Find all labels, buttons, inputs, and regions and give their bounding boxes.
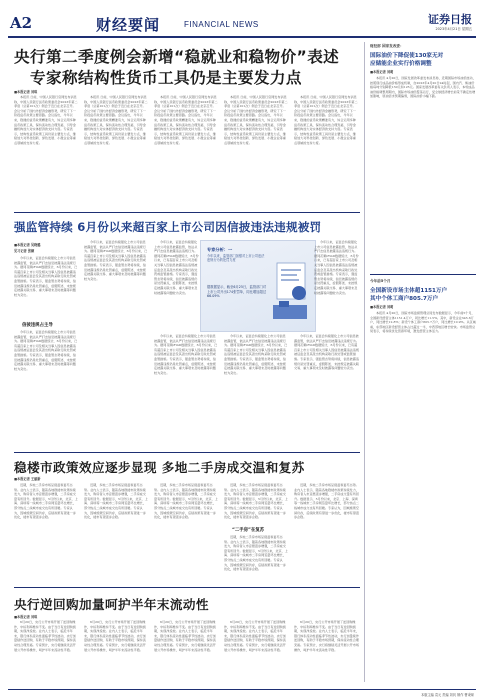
top-story-col-4: 本报讯 日前，中国人民银行官网发布消息称，中国人民银行货币政策委员会2023年第二季度（总第101次）例会于近日在北京召开。会议分析了国内外经济金融形势，研究了下一阶段货币政策主要思路。会议指出，今年以来，稳健的货币政策精准有力，综合运用多种货币政策工具，保持流动性合理充裕，引导金融机构加大对实体经济的支持力度。专家表示，结构性货币政策工具仍是主要发力点，继续加大对科技创新、绿色发展、小微企业等重点领域的支持力度。 bbox=[224, 95, 288, 145]
mid-story-col-1a: 今年以来，证监会持续强化上市公司信息披露监管，依法从严打击信息披露违法违规行为。据同花顺iFinD数据统计，6月份以来，已有超百家上市公司及相关当事人因信息披露违法违规被证监会及其派出机构采取行政处罚或监管措施。专家表示，强监管态势将持续，信息披露违规仍是处罚重点，虚假陈述、未按规定披露关联交易、重大事项未及时披露等问题较为突出。 bbox=[14, 256, 78, 297]
right-rail-divider bbox=[364, 42, 365, 682]
issue-date: 2023年4月21日 星期五 bbox=[435, 27, 472, 31]
mid-story-col-4: 今年以来，证监会持续强化上市公司信息披露监管，依法从严打击信息披露违法违规行为。据同花顺iFinD数据统计，6月份以来，已有超百家上市公司及相关当事人因信息披露违法违规被证监会及其派出机构采取行政处罚或监管措施。专家表示，强监管态势将持续，信息披露违规仍是处罚重点，虚假陈述、未按规定披露关联交易、重大事项未及时披露等问题较为突出。 bbox=[314, 240, 359, 295]
mid-story-col-1b: 今年以来，证监会持续强化上市公司信息披露监管，依法从严打击信息披露违法违规行为。据同花顺iFinD数据统计，6月份以来，已有超百家上市公司及相关当事人因信息披露违法违规被证监会及其派出机构采取行政处罚或监管措施。专家表示，强监管态势将持续，信息披露违规仍是处罚重点，虚假陈述、未按规定披露关联交易、重大事项未及时披露等问题较为突出。 bbox=[14, 330, 78, 371]
mid-story-col-5: 今年以来，证监会持续强化上市公司信息披露监管，依法从严打击信息披露违法违规行为。据同花顺iFinD数据统计，6月份以来，已有超百家上市公司及相关当事人因信息披露违法违规被证监会及其派出机构采取行政处罚或监管措施。专家表示，强监管态势将持续，信息披露违规仍是处罚重点，虚假陈述、未按规定披露关联交易、重大事项未及时披露等问题较为突出。 bbox=[224, 334, 288, 375]
document-icon bbox=[269, 253, 311, 325]
story4-col-4: 6月20日，央行公开市场开展了逆回购操作，中标利率维持不变。由于当日有逆回购到期，实现净投放。业内人士表示，临近半年末，银行体系流动性面临季节性波动，央行加量续作逆回购，有助于平稳市场预期，保持流动性合理充裕。专家预计，央行将继续灵活开展公开市场操作，呵护半年末流动性平稳。 bbox=[224, 620, 286, 652]
footer-credits: 本版主编 袁元 责编 刘钊 制作 曹秉琛 bbox=[421, 693, 474, 697]
story4-col-3: 6月20日，央行公开市场开展了逆回购操作，中标利率维持不变。由于当日有逆回购到期，实现净投放。业内人士表示，临近半年末，银行体系流动性面临季节性波动，央行加量续作逆回购，有助于平稳市场预期，保持流动性合理充裕。专家预计，央行将继续灵活开展公开市场操作，呵护半年末流动性平稳。 bbox=[154, 620, 216, 652]
story3-subhead: “二手房”在复苏 bbox=[232, 528, 265, 533]
story4-title: 央行逆回购加量呵护半年末流动性 bbox=[14, 597, 209, 612]
header-rule bbox=[8, 36, 476, 38]
mid-story-infographic bbox=[200, 240, 316, 332]
story3-col-4a: 近期，多地二手房市场呈现温和复苏态势。业内人士表示，随着各地稳楼市政策持续发力，购房者入市意愿逐步增强，二手房成交量有所回升。数据显示，5月份以来，北京、上海、深圳等一线城市二手房网签量环比增长，部分热点二线城市成交也有所回暖。专家认为，因城施策空间仍存，后续政策有望进一步优化，楼市有望逐步企稳。 bbox=[224, 483, 288, 520]
page-code: A2 bbox=[10, 14, 33, 32]
mid-story-col-6: 今年以来，证监会持续强化上市公司信息披露监管，依法从严打击信息披露违法违规行为。据同花顺iFinD数据统计，6月份以来，已有超百家上市公司及相关当事人因信息披露违法违规被证监会及其派出机构采取行政处罚或监管措施。专家表示，强监管态势将持续，信息披露违规仍是处罚重点，虚假陈述、未按规定披露关联交易、重大事项未及时披露等问题较为突出。 bbox=[294, 334, 359, 371]
right-rail-body-2: 本报讯 4月20日，国家市场监督管理总局发布数据显示，今年前5个月，全国新设经营主体1151.4万户，同比增长11.5%。其中，新设企业345.6万户，同比增长12.8%；新设个体工商户805.7万户，同比增长10.9%。从区域看，东部地区新设经营主体占比超过一半，中西部地区增长较快。市场监管总局表示，将持续优化营商环境，激发经营主体活力。 bbox=[370, 311, 476, 334]
newspaper-logo: 证券日报 bbox=[428, 13, 472, 26]
right-box-title-1: 全国新设市场主体超1151万户 bbox=[370, 288, 448, 294]
infographic-callout: 据数据显示，截至6月25日，监管部门对上市公司开出174张罚单，同比增加超过66.09% bbox=[207, 285, 267, 299]
right-rail-byline: ■本报记者 刘萌 bbox=[370, 70, 394, 74]
mid-story-divider bbox=[14, 452, 360, 453]
mid-story-subhead: 信披违规占主导 bbox=[22, 323, 53, 328]
infographic-subheading: 今年以来，监管部门加强对上市公司违法违规行为的处罚力度 bbox=[207, 254, 265, 263]
story3-byline: ■本报记者 王丽新 bbox=[14, 477, 41, 481]
story3-col-2: 近期，多地二手房市场呈现温和复苏态势。业内人士表示，随着各地稳楼市政策持续发力，购房者入市意愿逐步增强，二手房成交量有所回升。数据显示，5月份以来，北京、上海、深圳等一线城市二手房网签量环比增长，部分热点二线城市成交也有所回暖。专家认为，因城施策空间仍存，后续政策有望进一步优化，楼市有望逐步企稳。 bbox=[84, 483, 148, 520]
right-rail-kicker: 财经部 国家发改委： bbox=[370, 44, 404, 48]
story3-title: 稳楼市政策效应逐步显现 多地二手房成交温和复苏 bbox=[14, 460, 305, 475]
section-title-en: FINANCIAL NEWS bbox=[184, 20, 259, 29]
section-title: 财经要闻 bbox=[96, 16, 161, 34]
mid-story-col-3: 今年以来，证监会持续强化上市公司信息披露监管，依法从严打击信息披露违法违规行为。据同花顺iFinD数据统计，6月份以来，已有超百家上市公司及相关当事人因信息披露违法违规被证监会及其派出机构采取行政处罚或监管措施。专家表示，强监管态势将持续，信息披露违规仍是处罚重点，虚假陈述、未按规定披露关联交易、重大事项未及时披露等问题较为突出。 bbox=[154, 240, 199, 295]
story3-divider bbox=[14, 587, 360, 588]
right-rail-headline-2: 应储能企业实行价格调整 bbox=[370, 61, 432, 67]
top-story-divider bbox=[14, 212, 360, 213]
story3-col-5: 近期，多地二手房市场呈现温和复苏态势。业内人士表示，随着各地稳楼市政策持续发力，购房者入市意愿逐步增强，二手房成交量有所回升。数据显示，5月份以来，北京、上海、深圳等一线城市二手房网签量环比增长，部分热点二线城市成交也有所回暖。专家认为，因城施策空间仍存，后续政策有望进一步优化，楼市有望逐步企稳。 bbox=[294, 483, 359, 520]
top-story-col-5: 本报讯 日前，中国人民银行官网发布消息称，中国人民银行货币政策委员会2023年第二季度（总第101次）例会于近日在北京召开。会议分析了国内外经济金融形势，研究了下一阶段货币政策主要思路。会议指出，今年以来，稳健的货币政策精准有力，综合运用多种货币政策工具，保持流动性合理充裕，引导金融机构加大对实体经济的支持力度。专家表示，结构性货币政策工具仍是主要发力点，继续加大对科技创新、绿色发展、小微企业等重点领域的支持力度。 bbox=[294, 95, 358, 145]
footer-rule bbox=[8, 689, 476, 690]
mid-story-byline-2: 见习记者 张颖 bbox=[14, 249, 35, 253]
right-rail-headline-1: 国际油价下降促使130家无对 bbox=[370, 53, 444, 59]
page-header bbox=[8, 5, 476, 39]
mid-story-col-2: 今年以来，证监会持续强化上市公司信息披露监管，依法从严打击信息披露违法违规行为。据同花顺iFinD数据统计，6月份以来，已有超百家上市公司及相关当事人因信息披露违法违规被证监会及其派出机构采取行政处罚或监管措施。专家表示，强监管态势将持续，信息披露违规仍是处罚重点，虚假陈述、未按规定披露关联交易、重大事项未及时披露等问题较为突出。 bbox=[84, 240, 148, 281]
story3-col-3: 近期，多地二手房市场呈现温和复苏态势。业内人士表示，随着各地稳楼市政策持续发力，购房者入市意愿逐步增强，二手房成交量有所回升。数据显示，5月份以来，北京、上海、深圳等一线城市二手房网签量环比增长，部分热点二线城市成交也有所回暖。专家认为，因城施策空间仍存，后续政策有望进一步优化，楼市有望逐步企稳。 bbox=[154, 483, 218, 520]
right-box-title-2: 其中个体工商户805.7万户 bbox=[370, 296, 439, 302]
top-story-title-1: 央行第二季度例会新增“稳就业和稳物价”表述 bbox=[14, 48, 340, 66]
right-box-byline: ■本报记者 刘萌 bbox=[370, 305, 394, 309]
story4-col-5: 6月20日，央行公开市场开展了逆回购操作，中标利率维持不变。由于当日有逆回购到期，实现净投放。业内人士表示，临近半年末，银行体系流动性面临季节性波动，央行加量续作逆回购，有助于平稳市场预期，保持流动性合理充裕。专家预计，央行将继续灵活开展公开市场操作，呵护半年末流动性平稳。 bbox=[294, 620, 359, 652]
story4-col-1: 6月20日，央行公开市场开展了逆回购操作，中标利率维持不变。由于当日有逆回购到期，实现净投放。业内人士表示，临近半年末，银行体系流动性面临季节性波动，央行加量续作逆回购，有助于平稳市场预期，保持流动性合理充裕。专家预计，央行将继续灵活开展公开市场操作，呵护半年末流动性平稳。 bbox=[14, 620, 76, 652]
story4-col-2: 6月20日，央行公开市场开展了逆回购操作，中标利率维持不变。由于当日有逆回购到期，实现净投放。业内人士表示，临近半年末，银行体系流动性面临季节性波动，央行加量续作逆回购，有助于平稳市场预期，保持流动性合理充裕。专家预计，央行将继续灵活开展公开市场操作，呵护半年末流动性平稳。 bbox=[84, 620, 146, 652]
top-story-col-2: 本报讯 日前，中国人民银行官网发布消息称，中国人民银行货币政策委员会2023年第二季度（总第101次）例会于近日在北京召开。会议分析了国内外经济金融形势，研究了下一阶段货币政策主要思路。会议指出，今年以来，稳健的货币政策精准有力，综合运用多种货币政策工具，保持流动性合理充裕，引导金融机构加大对实体经济的支持力度。专家表示，结构性货币政策工具仍是主要发力点，继续加大对科技创新、绿色发展、小微企业等重点领域的支持力度。 bbox=[84, 95, 148, 145]
story3-col-4b: 近期，多地二手房市场呈现温和复苏态势。业内人士表示，随着各地稳楼市政策持续发力，购房者入市意愿逐步增强，二手房成交量有所回升。数据显示，5月份以来，北京、上海、深圳等一线城市二手房网签量环比增长，部分热点二线城市成交也有所回暖。专家认为，因城施策空间仍存，后续政策有望进一步优化，楼市有望逐步企稳。 bbox=[224, 535, 288, 572]
top-story-col-3: 本报讯 日前，中国人民银行官网发布消息称，中国人民银行货币政策委员会2023年第二季度（总第101次）例会于近日在北京召开。会议分析了国内外经济金融形势，研究了下一阶段货币政策主要思路。会议指出，今年以来，稳健的货币政策精准有力，综合运用多种货币政策工具，保持流动性合理充裕，引导金融机构加大对实体经济的支持力度。专家表示，结构性货币政策工具仍是主要发力点，继续加大对科技创新、绿色发展、小微企业等重点领域的支持力度。 bbox=[154, 95, 218, 145]
top-story-title-2: 专家称结构性货币工具仍是主要发力点 bbox=[30, 69, 302, 87]
top-story-byline: ■本报记者 刘琪 bbox=[14, 90, 38, 94]
right-box-kicker: 今年前5个月 bbox=[370, 279, 391, 283]
mid-story-col-3b: 今年以来，证监会持续强化上市公司信息披露监管，依法从严打击信息披露违法违规行为。据同花顺iFinD数据统计，6月份以来，已有超百家上市公司及相关当事人因信息披露违法违规被证监会及其派出机构采取行政处罚或监管措施。专家表示，强监管态势将持续，信息披露违规仍是处罚重点，虚假陈述、未按规定披露关联交易、重大事项未及时披露等问题较为突出。 bbox=[154, 334, 218, 375]
story3-col-1: 近期，多地二手房市场呈现温和复苏态势。业内人士表示，随着各地稳楼市政策持续发力，购房者入市意愿逐步增强，二手房成交量有所回升。数据显示，5月份以来，北京、上海、深圳等一线城市二手房网签量环比增长，部分热点二线城市成交也有所回暖。专家认为，因城施策空间仍存，后续政策有望进一步优化，楼市有望逐步企稳。 bbox=[14, 483, 78, 520]
infographic-heading: 专家分析：一 bbox=[207, 247, 233, 252]
right-rail-body-1: 本报讯 4月20日，国家发展改革委发布消息称，近期国际市场油价波动，按照现行成品油价格形成机制，自2023年4月20日24时起，国内汽、柴油价格每吨分别降低130元和125元。国家发展改革委有关负责人表示，本轮成品油价格调整周期内，国际市场油价震荡运行，受全球经济增长前景不确定性增加影响，原油需求预期偏弱，国际油价小幅下跌。 bbox=[370, 76, 476, 99]
top-story-col-1: 本报讯 日前，中国人民银行官网发布消息称，中国人民银行货币政策委员会2023年第二季度（总第101次）例会于近日在北京召开。会议分析了国内外经济金融形势，研究了下一阶段货币政策主要思路。会议指出，今年以来，稳健的货币政策精准有力，综合运用多种货币政策工具，保持流动性合理充裕，引导金融机构加大对实体经济的支持力度。专家表示，结构性货币政策工具仍是主要发力点，继续加大对科技创新、绿色发展、小微企业等重点领域的支持力度。 bbox=[14, 95, 78, 145]
mid-story-byline-1: ■本报记者 吴晓璐 bbox=[14, 243, 41, 247]
story4-byline: ■本报记者 刘琪 bbox=[14, 615, 38, 619]
right-rail-box-divider bbox=[370, 274, 476, 275]
mid-story-title: 强监管持续 6月份以来超百家上市公司因信披违法违规被罚 bbox=[14, 220, 322, 234]
